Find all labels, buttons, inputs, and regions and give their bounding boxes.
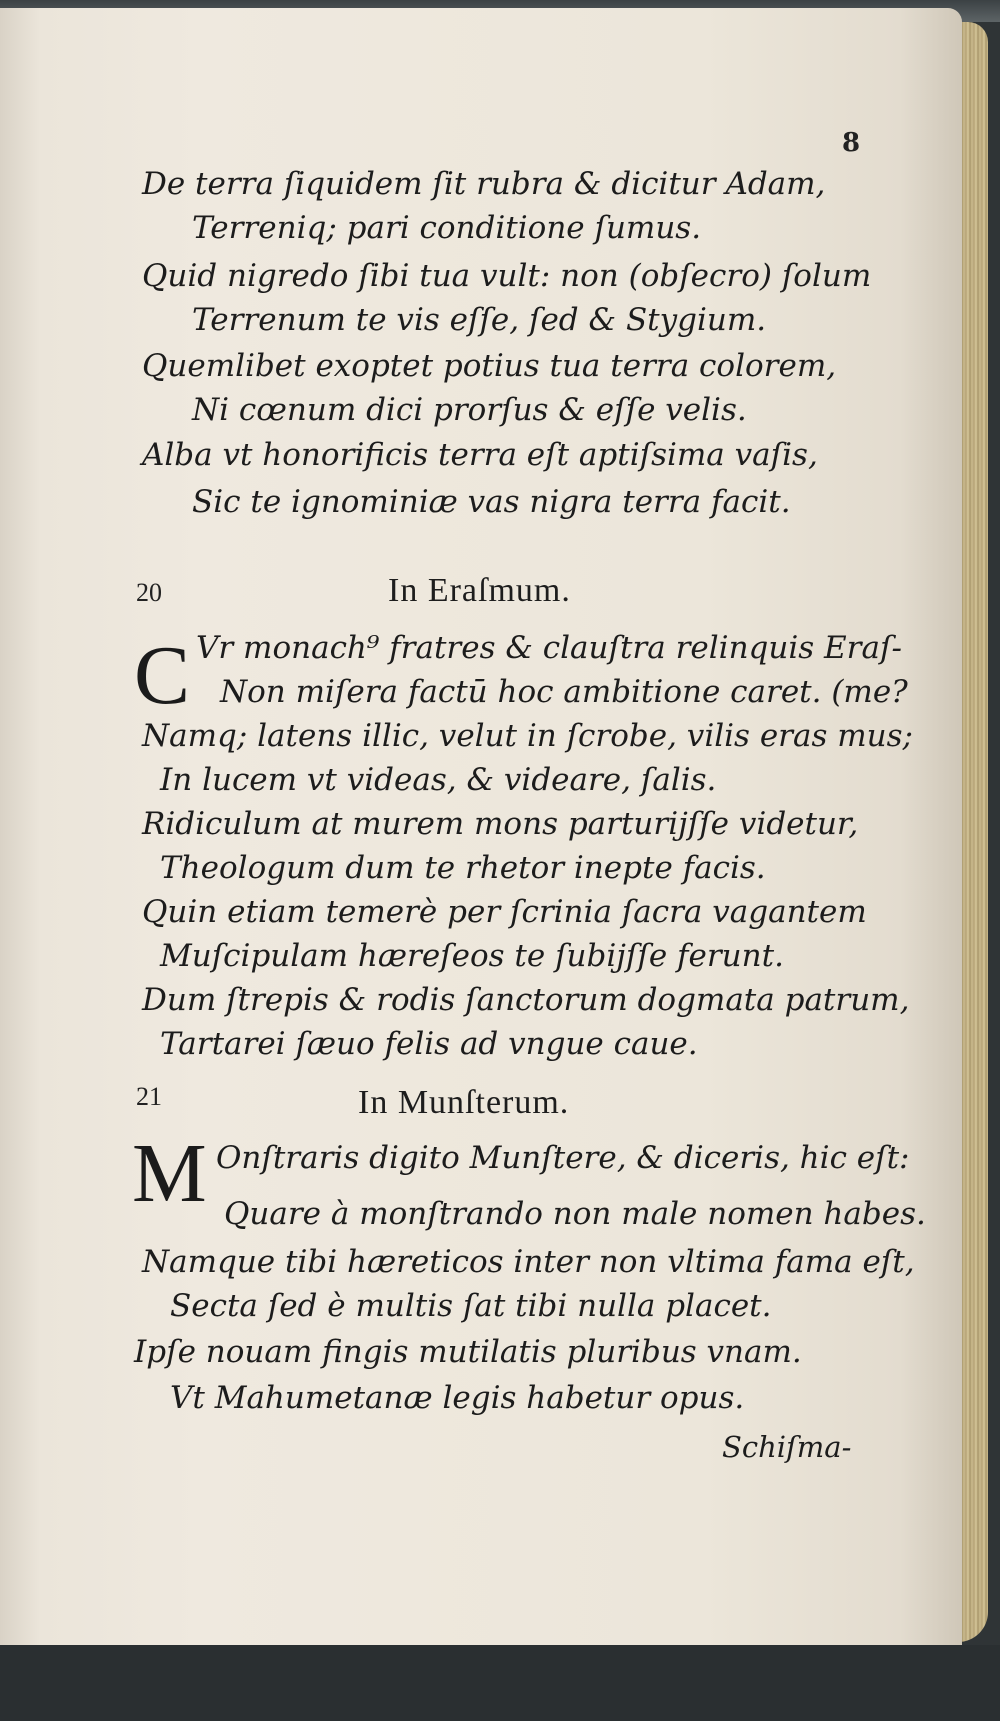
verse-line: Ridiculum at murem mons parturijſſe videtur, [142, 806, 859, 842]
book-cover-bottom [0, 1645, 1000, 1721]
verse-line: Secta ſed è multis ſat tibi nulla placet. [170, 1288, 772, 1324]
verse-line: Namque tibi hæreticos inter non vltima fama eſt, [142, 1244, 915, 1280]
poem-number: 20 [136, 578, 162, 607]
verse-line: De terra ſiquidem ſit rubra & dicitur Adam, [142, 166, 826, 202]
poem-title: In Eraſmum. [388, 572, 571, 609]
verse-line: Dum ſtrepis & rodis ſanctorum dogmata patrum, [142, 982, 910, 1018]
page-number: 8 [842, 128, 861, 158]
verse-line: Theologum dum te rhetor inepte facis. [160, 850, 766, 886]
verse-line: Ni cœnum dici prorſus & eſſe velis. [192, 392, 747, 428]
verse-line: Quemlibet exoptet potius tua terra colorem, [142, 348, 837, 384]
verse-line: Quin etiam temerè per ſcrinia ſacra vagantem [142, 894, 867, 930]
verse-line: Alba vt honorificis terra eſt aptiſsima vaſis, [142, 437, 818, 473]
verse-line: Onſtraris digito Munſtere, & diceris, hic eſt: [216, 1140, 910, 1176]
catchword: Schiſma- [722, 1430, 852, 1464]
verse-line: Muſcipulam hæreſeos te ſubijſſe ferunt. [160, 938, 784, 974]
verse-line: In lucem vt videas, & videare, ſalis. [160, 762, 717, 798]
verse-line: Terreniq; pari conditione ſumus. [192, 210, 702, 246]
poem-number: 21 [136, 1082, 162, 1111]
verse-line: Namq; latens illic, velut in ſcrobe, vilis eras mus; [142, 718, 913, 754]
verse-line: Vr monach⁹ fratres & clauſtra relinquis Eraſ- [196, 630, 902, 666]
verse-line: Quid nigredo ſibi tua vult: non (obſecro) ſolum [142, 258, 872, 294]
verse-line: Ipſe nouam fingis mutilatis pluribus vnam. [134, 1334, 802, 1370]
verse-line: Sic te ignominiæ vas nigra terra facit. [192, 484, 791, 520]
verse-line: Tartarei ſæuo felis ad vngue caue. [160, 1026, 698, 1062]
verse-line: Quare à monſtrando non male nomen habes. [224, 1196, 926, 1232]
poem-title: In Munſterum. [358, 1084, 570, 1121]
drop-cap: C [134, 629, 191, 722]
verse-line: Non miſera factū hoc ambitione caret. (me? [220, 674, 908, 710]
drop-cap: M [132, 1127, 207, 1220]
verse-line: Terrenum te vis eſſe, ſed & Stygium. [192, 302, 767, 338]
verse-line: Vt Mahumetanæ legis habetur opus. [170, 1380, 745, 1416]
